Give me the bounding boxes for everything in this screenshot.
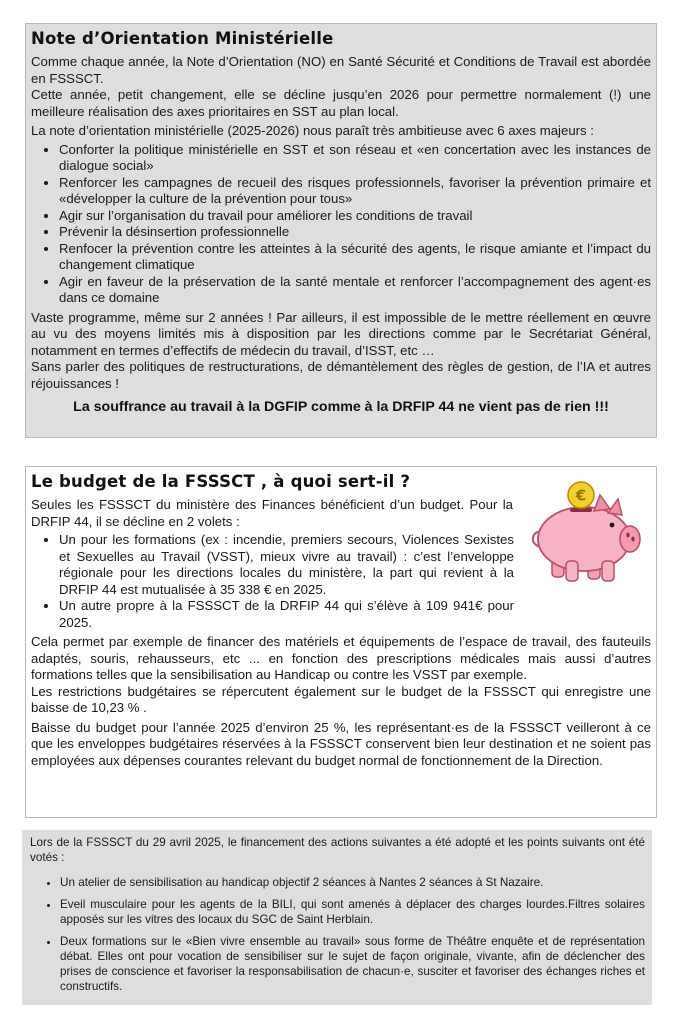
list-item: • Eveil musculaire pour les agents de la BILI, qui sont amenés à déplacer des charges lourdes.Filtres solaires apposés sur les vitres des locaux du SGC de Saint Herblain.	[60, 897, 645, 927]
orientation-paragraph-1: Vaste programme, même sur 2 années ! Par ailleurs, il est impossible de le mettre réellement en œuvre au vu des moyens limités mis à disposition par les directions comme par le Secrétariat Général, notamment en termes d’effectifs de médecin du travail, d’ISST, etc …	[31, 309, 651, 358]
piggy-bank-icon	[526, 477, 651, 587]
budget-paragraph-2: Les restrictions budgétaires se répercutent également sur le budget de la FSSSCT qui enregistre une baisse de 10,23 % .	[31, 683, 651, 715]
orientation-title: Note d’Orientation Ministérielle	[31, 29, 334, 48]
budget-paragraph-3: Baisse du budget pour l’année 2025 d’environ 25 %, les représentant·es de la FSSSCT veilleront à ce que les enveloppes budgétaires réservées à la FSSSCT conservent bien leur destination et ne soient pas employées aux dépenses courantes relevant du budget normal de fonctionnement de la Direction.	[31, 719, 651, 768]
list-item: • Agir sur l’organisation du travail pour améliorer les conditions de travail	[59, 208, 651, 225]
list-item: • Renforcer les campagnes de recueil des risques professionnels, favoriser la prévention primaire et «développer la culture de la prévention pour tous»	[59, 175, 651, 208]
votes-section	[22, 830, 652, 1005]
budget-intro: Seules les FSSSCT du ministère des Finances bénéficient d’un budget. Pour la DRFIP 44, il se décline en 2 volets :	[31, 497, 513, 529]
orientation-intro-2: Cette année, petit changement, elle se décline jusqu’en 2026 pour permettre normalement (!) une meilleure réalisation des axes prioritaires en SST au plan local.	[31, 87, 651, 119]
list-item: • Renfocer la prévention contre les atteintes à la sécurité des agents, le risque amiante et l’impact du changement climatique	[59, 241, 651, 274]
votes-list	[30, 875, 645, 994]
list-item: • Conforter la politique ministérielle en SST et son réseau et «en concertation avec les instances de dialogue social»	[59, 142, 651, 175]
budget-volets-list	[31, 532, 514, 631]
budget-section	[25, 466, 657, 818]
list-item: • Un atelier de sensibilisation au handicap objectif 2 séances à Nantes 2 séances à St Nazaire.	[60, 875, 645, 890]
orientation-section	[25, 23, 657, 438]
list-item: • Un autre propre à la FSSSCT de la DRFIP 44 qui s’élève à 109 941€ pour 2025.	[59, 598, 514, 631]
budget-title: Le budget de la FSSSCT , à quoi sert-il ?	[31, 472, 411, 491]
coin-symbol: €	[575, 486, 587, 505]
orientation-axes-list	[31, 142, 651, 307]
votes-intro: Lors de la FSSSCT du 29 avril 2025, le financement des actions suivantes a été adopté et les points suivants ont été votés :	[30, 836, 645, 864]
list-item: • Deux formations sur le «Bien vivre ensemble au travail» sous forme de Théâtre enquête et de représentation débat. Elles ont pour vocation de sensibiliser sur le sujet de façon originale, vivante, afin de déclencher des prises de conscience et favoriser la responsabilisation de chacun·e, susciter et favoriser des échanges riches et constructifs.	[60, 934, 645, 994]
budget-paragraph-1: Cela permet par exemple de financer des matériels et équipements de l’espace de travail, des fauteuils adaptés, souris, rehausseurs, etc ... en fonction des prescriptions médicales mais aussi d’autres formations telles que la sensibilisation au Handicap ou contre les VSST par exemple.	[31, 634, 651, 682]
list-item: • Agir en faveur de la préservation de la santé mentale et renforcer l’accompagnement des agent·es dans ce domaine	[59, 274, 651, 307]
orientation-intro-3: La note d’orientation ministérielle (2025-2026) nous paraît très ambitieuse avec 6 axes majeurs :	[31, 123, 594, 138]
list-item: • Prévenir la désinsertion professionnelle	[59, 224, 651, 241]
list-item: • Un pour les formations (ex : incendie, premiers secours, Violences Sexistes et Sexuelles au Travail (VSST), mieux vivre au travail) : c’est l’enveloppe régionale pour les directions locales du ministère, la part qui revient à la DRFIP 44 est mutualisée à 35 338 € en 2025.	[59, 532, 514, 598]
orientation-paragraph-2: Sans parler des politiques de restructurations, de démantèlement des règles de gestion, de l’IA et autres réjouissances !	[31, 359, 651, 391]
orientation-intro-1: Comme chaque année, la Note d’Orientation (NO) en Santé Sécurité et Conditions de Travail est abordée en FSSSCT.	[31, 54, 651, 86]
orientation-conclusion: La souffrance au travail à la DGFIP comme à la DRFIP 44 ne vient pas de rien !!!	[73, 399, 609, 415]
